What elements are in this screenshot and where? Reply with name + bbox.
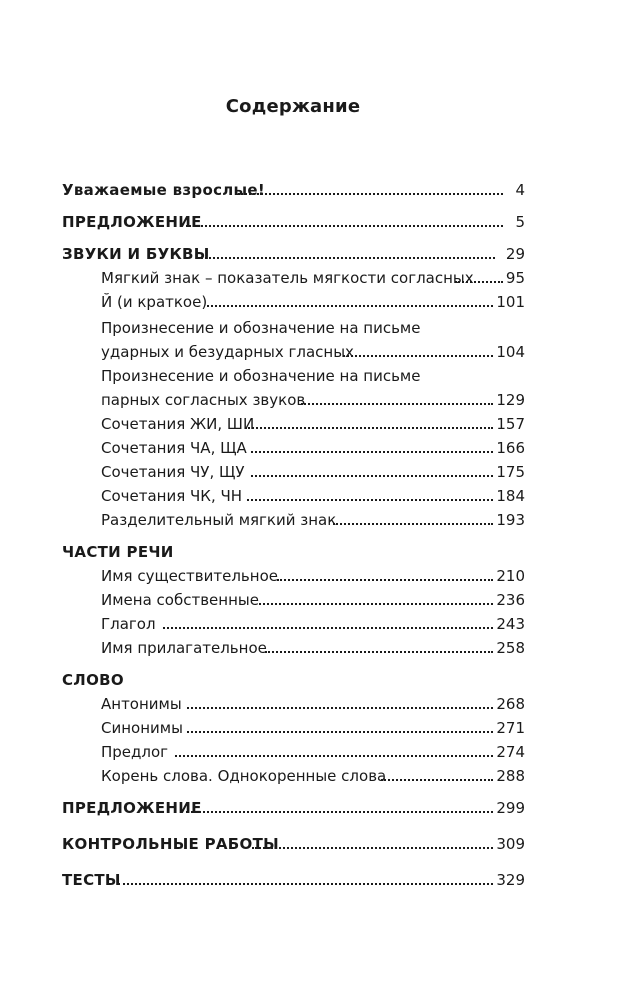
toc-entry-label: Сочетания ЖИ, ШИ [101, 415, 255, 433]
toc-entry-page: 268 [496, 695, 525, 713]
toc-entry-control-works[interactable] [62, 830, 525, 852]
toc-entry-label: Разделительный мягкий знак [101, 511, 337, 529]
dot-leader [252, 847, 493, 849]
toc-entry-page: 288 [496, 767, 525, 785]
dot-leader [207, 305, 493, 307]
toc-section-label: ЧАСТИ РЕЧИ [62, 543, 174, 561]
toc-subentry[interactable] [101, 714, 525, 736]
toc-entry-page: 236 [496, 591, 525, 609]
dot-leader [175, 755, 493, 757]
dot-leader [381, 779, 493, 781]
toc-entry-page: 210 [496, 567, 525, 585]
dot-leader [196, 257, 495, 259]
dot-leader [277, 579, 493, 581]
toc-subentry[interactable] [101, 338, 525, 360]
toc-section-label: СЛОВО [62, 671, 124, 689]
toc-entry-label: Имена собственные [101, 591, 259, 609]
toc-entry-label: Уважаемые взрослые! [62, 181, 266, 199]
toc-entry-label-line1: Произнесение и обозначение на письме [101, 367, 421, 385]
toc-entry-sounds[interactable] [62, 240, 525, 262]
toc-entry-label: Глагол [101, 615, 156, 633]
toc-entry-label: ТЕСТЫ [62, 871, 121, 889]
toc-entry-label: Синонимы [101, 719, 183, 737]
toc-subentry[interactable] [101, 762, 525, 784]
dot-leader [186, 811, 493, 813]
dot-leader [163, 627, 493, 629]
dot-leader [343, 355, 493, 357]
toc-subentry[interactable] [101, 690, 525, 712]
dot-leader [247, 499, 493, 501]
toc-entry-sentence-2[interactable] [62, 794, 525, 816]
toc-entry-label: Сочетания ЧК, ЧН [101, 487, 243, 505]
toc-subentry[interactable] [101, 738, 525, 760]
dot-leader [333, 523, 493, 525]
toc-entry-label: ЗВУКИ И БУКВЫ [62, 245, 210, 263]
toc-entry-page: 129 [496, 391, 525, 409]
toc-entry-label-line1: Произнесение и обозначение на письме [101, 319, 421, 337]
toc-entry-page: 243 [496, 615, 525, 633]
toc-subentry-line1 [101, 314, 481, 336]
toc-subentry[interactable] [101, 264, 525, 286]
toc-subentry[interactable] [101, 288, 525, 310]
toc-entry-label: Предлог [101, 743, 169, 761]
dot-leader [238, 193, 503, 195]
toc-entry-page: 29 [505, 245, 525, 263]
toc-entry-label: ПРЕДЛОЖЕНИЕ [62, 213, 202, 231]
toc-entry-label: ударных и безударных гласных [101, 343, 354, 361]
toc-entry-page: 274 [496, 743, 525, 761]
dot-leader [265, 651, 493, 653]
toc-entry-label: КОНТРОЛЬНЫЕ РАБОТЫ [62, 835, 279, 853]
toc-entry-label: Антонимы [101, 695, 182, 713]
toc-subentry[interactable] [101, 386, 525, 408]
toc-subentry[interactable] [101, 410, 525, 432]
toc-entry-intro[interactable] [62, 176, 525, 198]
dot-leader [251, 451, 493, 453]
dot-leader [187, 731, 493, 733]
toc-entry-label: Сочетания ЧУ, ЩУ [101, 463, 245, 481]
dot-leader [186, 225, 503, 227]
toc-entry-page: 101 [496, 293, 525, 311]
toc-entry-tests[interactable] [62, 866, 525, 888]
dot-leader [301, 403, 493, 405]
dot-leader [245, 427, 493, 429]
toc-entry-label: парных согласных звуков [101, 391, 306, 409]
toc-section-parts[interactable] [62, 538, 262, 560]
toc-entry-page: 299 [496, 799, 525, 817]
toc-entry-label: Сочетания ЧА, ЩА [101, 439, 247, 457]
toc-entry-page: 175 [496, 463, 525, 481]
toc-section-word[interactable] [62, 666, 262, 688]
toc-subentry[interactable] [101, 482, 525, 504]
toc-entry-label: Имя существительное [101, 567, 278, 585]
toc-entry-page: 193 [496, 511, 525, 529]
toc-entry-page: 95 [505, 269, 525, 287]
toc-entry-label: Корень слова. Однокоренные слова [101, 767, 387, 785]
toc-subentry[interactable] [101, 562, 525, 584]
toc-subentry[interactable] [101, 610, 525, 632]
dot-leader [455, 281, 503, 283]
toc-entry-page: 184 [496, 487, 525, 505]
page-title: Содержание [225, 96, 361, 117]
toc-entry-page: 166 [496, 439, 525, 457]
toc-subentry-line1 [101, 362, 481, 384]
toc-subentry[interactable] [101, 506, 525, 528]
toc-entry-page: 271 [496, 719, 525, 737]
toc-subentry[interactable] [101, 634, 525, 656]
toc-entry-page: 157 [496, 415, 525, 433]
toc-entry-label: ПРЕДЛОЖЕНИЕ [62, 799, 202, 817]
toc-subentry[interactable] [101, 586, 525, 608]
dot-leader [187, 707, 493, 709]
toc-entry-page: 4 [515, 181, 525, 199]
toc-subentry[interactable] [101, 458, 525, 480]
dot-leader [118, 883, 493, 885]
toc-entry-label: Имя прилагательное [101, 639, 267, 657]
toc-entry-page: 258 [496, 639, 525, 657]
toc-entry-page: 104 [496, 343, 525, 361]
dot-leader [251, 475, 493, 477]
toc-entry-page: 309 [496, 835, 525, 853]
toc-entry-label: Й (и краткое) [101, 293, 208, 311]
toc-entry-page: 329 [496, 871, 525, 889]
toc-entry-page: 5 [515, 213, 525, 231]
toc-entry-sentence[interactable] [62, 208, 525, 230]
toc-entry-label: Мягкий знак – показатель мягкости согласных [101, 269, 474, 287]
dot-leader [259, 603, 493, 605]
toc-subentry[interactable] [101, 434, 525, 456]
